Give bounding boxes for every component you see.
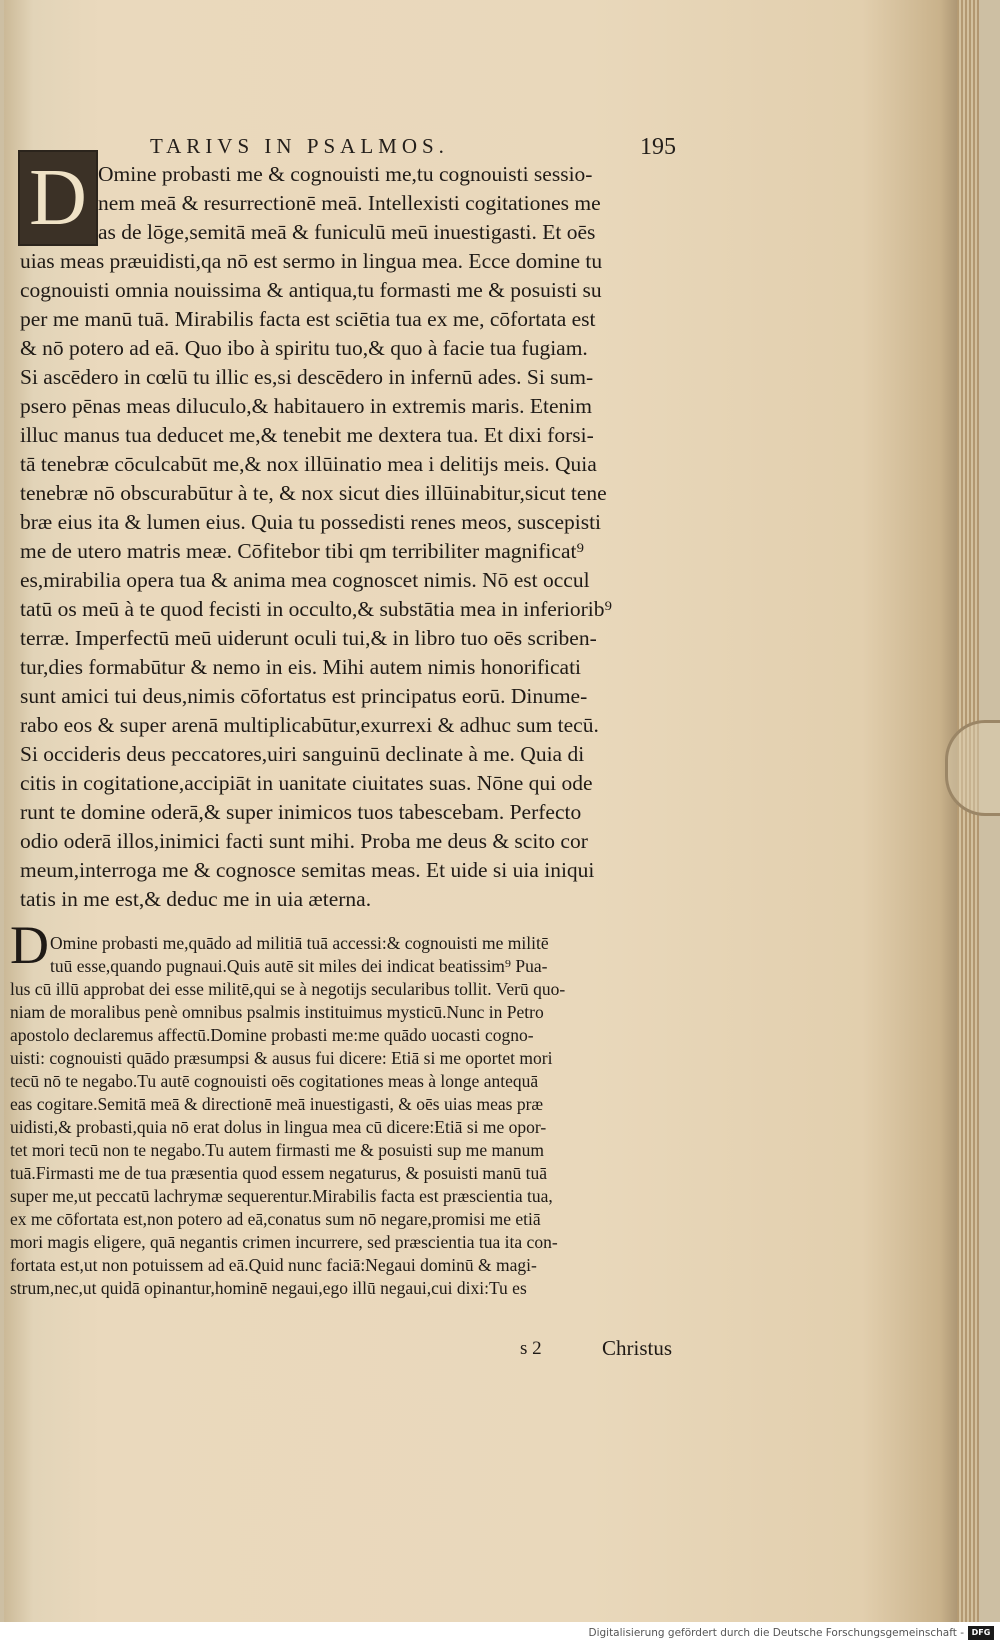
psalm-line: odio oderā illos,inimici facti sunt mihi. Proba me deus & scito cor xyxy=(20,829,588,853)
psalm-line: uias meas præuidisti,qa nō est sermo in lingua mea. Ecce domine tu xyxy=(20,249,603,273)
running-head: TARIVS IN PSALMOS. xyxy=(150,134,449,158)
commentary-initial: D xyxy=(10,915,49,975)
footer-bar xyxy=(0,1622,1000,1646)
psalm-text xyxy=(20,160,685,914)
psalm-line: illuc manus tua deducet me,& tenebit me dextera tua. Et dixi forsi- xyxy=(20,423,594,447)
psalm-line: bræ eius ita & lumen eius. Quia tu possedisti renes meos, suscepisti xyxy=(20,510,602,534)
commentary-line: mori magis eligere, quā negantis crimen incurrere, sed præscientia tua ita con- xyxy=(10,1232,558,1252)
psalm-line: runt te domine oderā,& super inimicos tuos tabescebam. Perfecto xyxy=(20,800,582,824)
psalm-line: Si occideris deus peccatores,uiri sanguinū declinate à me. Quia di xyxy=(20,742,585,766)
footer-credit: Digitalisierung gefördert durch die Deutsche Forschungsgemeinschaft - xyxy=(588,1627,964,1639)
psalm-line: Omine probasti me & cognouisti me,tu cognouisti sessio- xyxy=(98,162,593,186)
commentary-line: uidisti,& probasti,quia nō erat dolus in lingua mea cū dicere:Etiā si me opor- xyxy=(10,1117,547,1137)
psalm-line: me de utero matris meæ. Cōfitebor tibi qm terribiliter magnificat⁹ xyxy=(20,539,584,563)
commentary-line: tuā.Firmasti me de tua præsentia quod essem negaturus, & posuisti manū tuā xyxy=(10,1163,548,1183)
commentary-line: super me,ut peccatū lachrymæ sequerentur.Mirabilis facta est præscientia tua, xyxy=(10,1186,553,1206)
commentary-text xyxy=(10,932,690,1300)
commentary-line: Omine probasti me,quādo ad militiā tuā accessi:& cognouisti me militē xyxy=(50,933,549,953)
psalm-line: tur,dies formabūtur & nemo in eis. Mihi autem nimis honorificati xyxy=(20,655,582,679)
commentary-line: tet mori tecū non te negabo.Tu autem firmasti me & posuisti sup me manum xyxy=(10,1140,544,1160)
psalm-line: as de lōge,semitā meā & funiculū meū inuestigasti. Et oēs xyxy=(98,220,596,244)
commentary-line: fortata est,ut non potuissem ad eā.Quid nunc faciā:Negaui dominū & magi- xyxy=(10,1255,537,1275)
dfg-logo: DFG xyxy=(968,1626,994,1640)
commentary-line: niam de moralibus penè omnibus psalmis instituimus mysticū.Nunc in Petro xyxy=(10,1002,544,1022)
psalm-line: per me manū tuā. Mirabilis facta est sciētia tua ex me, cōfortata est xyxy=(20,307,596,331)
psalm-line: sunt amici tui deus,nimis cōfortatus est principatus eorū. Dinume- xyxy=(20,684,588,708)
psalm-line: nem meā & resurrectionē meā. Intellexisti cogitationes me xyxy=(98,191,601,215)
psalm-line: tatū os meū à te quod fecisti in occulto,& substātia mea in inferiorib⁹ xyxy=(20,597,613,621)
commentary-line: ex me cōfortata est,non potero ad eā,conatus sum nō negare,promisi me etiā xyxy=(10,1209,541,1229)
initial-letter: D xyxy=(29,154,87,242)
psalm-line: tā tenebræ cōculcabūt me,& nox illūinatio mea i delitijs meis. Quia xyxy=(20,452,597,476)
psalm-line: terræ. Imperfectū meū uiderunt oculi tui,& in libro tuo oēs scriben- xyxy=(20,626,597,650)
psalm-line: & nō potero ad eā. Quo ibo à spiritu tuo,& quo à facie tua fugiam. xyxy=(20,336,588,360)
catchword: Christus xyxy=(602,1336,673,1360)
commentary-line: eas cogitare.Semitā meā & directionē meā inuestigasti, & oēs uias meas præ xyxy=(10,1094,544,1114)
folio-number: 195 xyxy=(640,134,676,160)
signature-mark: s 2 xyxy=(520,1338,542,1359)
psalm-line: citis in cogitatione,accipiāt in uanitate ciuitates suas. Nōne qui ode xyxy=(20,771,593,795)
commentary-line: tecū nō te negabo.Tu autē cognouisti oēs cogitationes meas à longe antequā xyxy=(10,1071,539,1091)
commentary-line: tuū esse,quando pugnaui.Quis autē sit miles dei indicat beatissim⁹ Pua- xyxy=(50,956,548,976)
psalm-line: es,mirabilia opera tua & anima mea cognoscet nimis. Nō est occul xyxy=(20,568,590,592)
psalm-line: tatis in me est,& deduc me in uia æterna. xyxy=(20,887,372,911)
psalm-line: tenebræ nō obscurabūtur à te, & nox sicut dies illūinabitur,sicut tene xyxy=(20,481,607,505)
psalm-line: rabo eos & super arenā multiplicabūtur,exurrexi & adhuc sum tecū. xyxy=(20,713,599,737)
commentary-line: uisti: cognouisti quādo præsumpsi & ausus fui dicere: Etiā si me oportet mori xyxy=(10,1048,553,1068)
commentary-line: apostolo declaremus affectū.Domine probasti me:me quādo uocasti cogno- xyxy=(10,1025,534,1045)
psalm-line: Si ascēdero in cœlū tu illic es,si descēdero in infernū ades. Si sum- xyxy=(20,365,594,389)
psalm-line: meum,interroga me & cognosce semitas meas. Et uide si uia iniqui xyxy=(20,858,595,882)
commentary-line: lus cū illū approbat dei esse militē,qui se à negotijs secularibus tollit. Verū quo- xyxy=(10,979,566,999)
psalm-line: psero pēnas meas diluculo,& habitauero in extremis maris. Etenim xyxy=(20,394,592,418)
commentary-line: strum,nec,ut quidā opinantur,hominē negaui,ego illū negaui,cui dixi:Tu es xyxy=(10,1278,527,1298)
psalm-line: cognouisti omnia nouissima & antiqua,tu formasti me & posuisti su xyxy=(20,278,602,302)
